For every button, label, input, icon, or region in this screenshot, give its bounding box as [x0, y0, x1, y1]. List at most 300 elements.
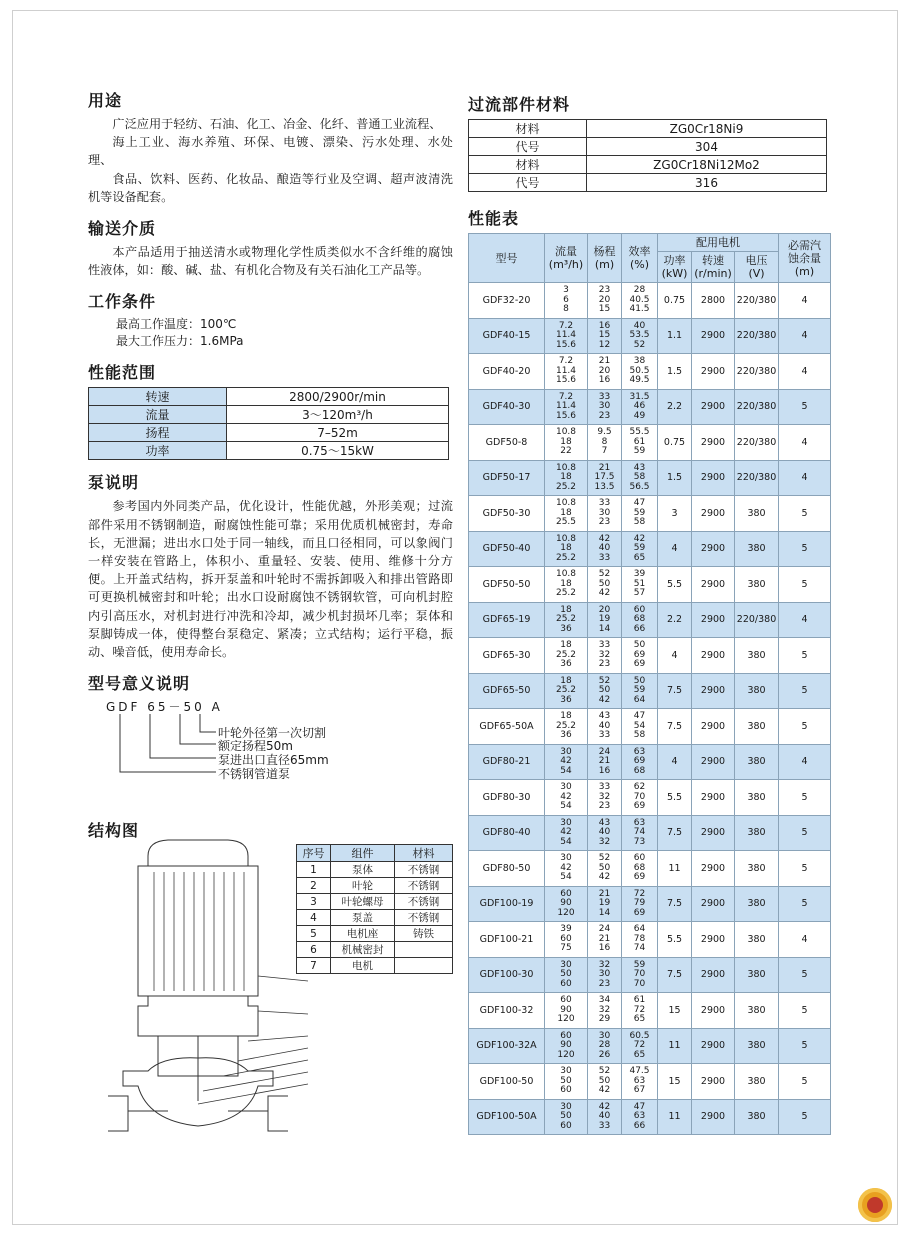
- structure-title: 结构图: [88, 821, 140, 841]
- cell-head: 43 40 32: [588, 815, 622, 851]
- part-name: 泵盖: [331, 910, 395, 926]
- cell-model: GDF50-30: [469, 496, 545, 532]
- cell-model: GDF80-30: [469, 780, 545, 816]
- cell-npsh: 4: [779, 318, 831, 354]
- cell-power: 2.2: [658, 389, 692, 425]
- col-power: 功率 (kW): [658, 252, 692, 283]
- col-flow: 流量 (m³/h): [545, 234, 588, 283]
- range-value: 0.75～15kW: [227, 442, 449, 460]
- cell-head: 52 50 42: [588, 851, 622, 887]
- cell-speed: 2900: [692, 531, 735, 567]
- table-row: [469, 138, 827, 156]
- col-npsh: 必需汽 蚀余量 (m): [779, 234, 831, 283]
- cell-head: 21 17.5 13.5: [588, 460, 622, 496]
- cell-npsh: 4: [779, 283, 831, 319]
- cell-model: GDF80-21: [469, 744, 545, 780]
- table-row: [469, 815, 831, 851]
- cell-eff: 55.5 61 59: [622, 425, 658, 461]
- material-value: ZG0Cr18Ni9: [587, 120, 827, 138]
- part-material: 不锈钢: [395, 862, 453, 878]
- cell-head: 24 21 16: [588, 922, 622, 958]
- cell-flow: 3 6 8: [545, 283, 588, 319]
- cell-npsh: 5: [779, 815, 831, 851]
- max-temp: 最高工作温度：100℃: [116, 317, 237, 332]
- table-row: [297, 958, 453, 974]
- cell-voltage: 380: [735, 957, 779, 993]
- table-row: [469, 780, 831, 816]
- model-code: GDF 65－50 A: [106, 700, 223, 715]
- description-title: 泵说明: [88, 473, 140, 493]
- table-row: [469, 425, 831, 461]
- cell-eff: 31.5 46 49: [622, 389, 658, 425]
- cell-flow: 18 25.2 36: [545, 602, 588, 638]
- usage-section: [88, 88, 453, 206]
- description-section: [88, 470, 453, 661]
- table-row: [297, 894, 453, 910]
- model-meaning-line: 泵进出口直径65mm: [218, 753, 329, 768]
- part-material: 不锈钢: [395, 910, 453, 926]
- range-key: 功率: [89, 442, 227, 460]
- part-name: 电机座: [331, 926, 395, 942]
- model-meaning-title: 型号意义说明: [88, 674, 191, 694]
- table-row: [469, 283, 831, 319]
- cell-flow: 18 25.2 36: [545, 638, 588, 674]
- cell-speed: 2900: [692, 815, 735, 851]
- range-table: [88, 387, 449, 460]
- cell-flow: 39 60 75: [545, 922, 588, 958]
- cell-head: 52 50 42: [588, 1064, 622, 1100]
- cell-voltage: 220/380: [735, 354, 779, 390]
- cell-speed: 2900: [692, 496, 735, 532]
- cell-flow: 10.8 18 25.5: [545, 496, 588, 532]
- cell-head: 24 21 16: [588, 744, 622, 780]
- usage-line-3: 食品、饮料、医药、化妆品、酿造等行业及空调、超声波清洗机等设备配套。: [88, 171, 453, 204]
- model-meaning-line: 额定扬程50m: [218, 739, 293, 754]
- cell-model: GDF40-30: [469, 389, 545, 425]
- cell-speed: 2900: [692, 460, 735, 496]
- brand-logo: [858, 1188, 892, 1222]
- cell-head: 52 50 42: [588, 567, 622, 603]
- cell-eff: 72 79 69: [622, 886, 658, 922]
- material-key: 材料: [469, 156, 587, 174]
- table-row: [469, 354, 831, 390]
- cell-power: 3: [658, 496, 692, 532]
- cell-npsh: 5: [779, 389, 831, 425]
- parts-table: [296, 844, 453, 974]
- cell-head: 52 50 42: [588, 673, 622, 709]
- cell-eff: 50 59 64: [622, 673, 658, 709]
- cell-npsh: 4: [779, 922, 831, 958]
- table-row: [469, 886, 831, 922]
- cell-model: GDF50-40: [469, 531, 545, 567]
- cell-model: GDF65-50A: [469, 709, 545, 745]
- cell-voltage: 220/380: [735, 389, 779, 425]
- col-motor: 配用电机: [658, 234, 779, 252]
- cell-model: GDF80-40: [469, 815, 545, 851]
- cell-flow: 60 90 120: [545, 993, 588, 1029]
- table-row: [469, 567, 831, 603]
- cell-head: 33 30 23: [588, 496, 622, 532]
- col-part: 组件: [331, 845, 395, 862]
- table-header-row: [469, 234, 831, 252]
- cell-speed: 2900: [692, 993, 735, 1029]
- cell-voltage: 380: [735, 815, 779, 851]
- cell-eff: 63 74 73: [622, 815, 658, 851]
- table-header-row: [297, 845, 453, 862]
- cell-head: 23 20 15: [588, 283, 622, 319]
- cell-npsh: 4: [779, 425, 831, 461]
- part-no: 2: [297, 878, 331, 894]
- table-row: [297, 878, 453, 894]
- cell-eff: 50 69 69: [622, 638, 658, 674]
- model-meaning-line: 不锈钢管道泵: [218, 767, 291, 782]
- table-row: [297, 942, 453, 958]
- cell-eff: 59 70 70: [622, 957, 658, 993]
- cell-npsh: 5: [779, 993, 831, 1029]
- description-text: 参考国内外同类产品，优化设计，性能优越，外形美观；过流部件采用不锈钢制造，耐腐蚀性能可靠；采用优质机械密封，寿命长，无泄漏；进出水口处于同一轴线，而且口径相同，可以象阀门一样安装在管路上，体积小、重量轻、安装、使用、维修十分方便。上开盖式结构，拆开泵盖和叶轮时不需拆卸吸入和排出管路即可更换机械密封和叶轮；出水口设耐腐蚀不锈钢软管，可向机封腔内引高压水，对机封进行冲洗和冷却，减少机封损坏几率；泵体和泵脚铸成一体，使得整台泵稳定、紧凑；立式结构；运行平稳，振动、噪音低，使用寿命长。: [88, 499, 453, 660]
- usage-title: 用途: [88, 91, 123, 110]
- material-key: 材料: [469, 120, 587, 138]
- cell-head: 16 15 12: [588, 318, 622, 354]
- table-row: [469, 156, 827, 174]
- cell-model: GDF100-32: [469, 993, 545, 1029]
- cell-flow: 30 42 54: [545, 780, 588, 816]
- cell-eff: 42 59 65: [622, 531, 658, 567]
- part-name: 电机: [331, 958, 395, 974]
- table-row: [469, 638, 831, 674]
- cell-power: 4: [658, 744, 692, 780]
- cell-head: 42 40 33: [588, 531, 622, 567]
- materials-title: 过流部件材料: [468, 95, 571, 114]
- cell-voltage: 220/380: [735, 318, 779, 354]
- cell-eff: 47 54 58: [622, 709, 658, 745]
- cell-voltage: 380: [735, 993, 779, 1029]
- cell-head: 33 32 23: [588, 638, 622, 674]
- cell-npsh: 5: [779, 780, 831, 816]
- table-row: [469, 174, 827, 192]
- cell-voltage: 380: [735, 922, 779, 958]
- cell-eff: 47 59 58: [622, 496, 658, 532]
- cell-npsh: 5: [779, 851, 831, 887]
- range-section: [88, 360, 453, 460]
- col-voltage: 电压 (V): [735, 252, 779, 283]
- cell-flow: 30 50 60: [545, 1099, 588, 1135]
- cell-speed: 2900: [692, 673, 735, 709]
- cell-speed: 2900: [692, 354, 735, 390]
- cell-power: 4: [658, 531, 692, 567]
- cell-speed: 2900: [692, 922, 735, 958]
- part-no: 7: [297, 958, 331, 974]
- cell-eff: 62 70 69: [622, 780, 658, 816]
- cell-model: GDF40-20: [469, 354, 545, 390]
- model-meaning-line: 叶轮外径第一次切割: [218, 726, 327, 741]
- cell-npsh: 4: [779, 460, 831, 496]
- table-row: [469, 993, 831, 1029]
- material-value: ZG0Cr18Ni12Mo2: [587, 156, 827, 174]
- cell-power: 1.5: [658, 460, 692, 496]
- cell-power: 5.5: [658, 780, 692, 816]
- cell-head: 43 40 33: [588, 709, 622, 745]
- cell-model: GDF40-15: [469, 318, 545, 354]
- part-no: 3: [297, 894, 331, 910]
- cell-speed: 2900: [692, 389, 735, 425]
- cell-head: 32 30 23: [588, 957, 622, 993]
- table-row: [89, 388, 449, 406]
- cell-model: GDF50-50: [469, 567, 545, 603]
- cell-eff: 63 69 68: [622, 744, 658, 780]
- cell-speed: 2900: [692, 780, 735, 816]
- cell-voltage: 220/380: [735, 602, 779, 638]
- cell-power: 1.1: [658, 318, 692, 354]
- cell-flow: 10.8 18 25.2: [545, 567, 588, 603]
- cell-flow: 30 42 54: [545, 851, 588, 887]
- cell-voltage: 380: [735, 1099, 779, 1135]
- part-no: 6: [297, 942, 331, 958]
- cell-voltage: 380: [735, 496, 779, 532]
- cell-speed: 2900: [692, 886, 735, 922]
- cell-voltage: 380: [735, 780, 779, 816]
- cell-eff: 38 50.5 49.5: [622, 354, 658, 390]
- table-row: [469, 744, 831, 780]
- cell-flow: 30 42 54: [545, 744, 588, 780]
- cell-model: GDF65-30: [469, 638, 545, 674]
- max-pressure: 最大工作压力：1.6MPa: [116, 334, 244, 349]
- cell-power: 0.75: [658, 425, 692, 461]
- cell-voltage: 220/380: [735, 425, 779, 461]
- part-name: 泵体: [331, 862, 395, 878]
- cell-eff: 47 63 66: [622, 1099, 658, 1135]
- material-value: 304: [587, 138, 827, 156]
- cell-power: 7.5: [658, 673, 692, 709]
- part-name: 叶轮螺母: [331, 894, 395, 910]
- cell-flow: 30 50 60: [545, 957, 588, 993]
- cell-power: 7.5: [658, 886, 692, 922]
- cell-voltage: 380: [735, 673, 779, 709]
- cell-model: GDF100-50: [469, 1064, 545, 1100]
- cell-voltage: 380: [735, 1028, 779, 1064]
- usage-line-1: 广泛应用于轻纺、石油、化工、冶金、化纤、普通工业流程、: [112, 117, 442, 131]
- medium-text: 本产品适用于抽送清水或物理化学性质类似水不含纤维的腐蚀性液体，如：酸、碱、盐、有机化合物及有关石油化工产品等。: [88, 245, 453, 278]
- cell-speed: 2900: [692, 709, 735, 745]
- cell-power: 0.75: [658, 283, 692, 319]
- range-value: 3～120m³/h: [227, 406, 449, 424]
- range-key: 转速: [89, 388, 227, 406]
- cell-flow: 60 90 120: [545, 886, 588, 922]
- cell-power: 11: [658, 1099, 692, 1135]
- cell-npsh: 5: [779, 567, 831, 603]
- cell-flow: 7.2 11.4 15.6: [545, 354, 588, 390]
- cell-eff: 40 53.5 52: [622, 318, 658, 354]
- cell-power: 7.5: [658, 709, 692, 745]
- cell-eff: 39 51 57: [622, 567, 658, 603]
- performance-table: [468, 233, 831, 1135]
- part-name: 叶轮: [331, 878, 395, 894]
- cell-voltage: 380: [735, 1064, 779, 1100]
- structure-section: [88, 818, 453, 1148]
- table-row: [469, 709, 831, 745]
- materials-table: [468, 119, 827, 192]
- part-no: 4: [297, 910, 331, 926]
- cell-speed: 2900: [692, 1064, 735, 1100]
- left-column: [88, 88, 453, 1148]
- cell-power: 15: [658, 1064, 692, 1100]
- cell-flow: 7.2 11.4 15.6: [545, 318, 588, 354]
- material-key: 代号: [469, 138, 587, 156]
- cell-flow: 10.8 18 25.2: [545, 460, 588, 496]
- cell-head: 42 40 33: [588, 1099, 622, 1135]
- cell-head: 33 30 23: [588, 389, 622, 425]
- table-row: [469, 1028, 831, 1064]
- cell-head: 33 32 23: [588, 780, 622, 816]
- material-value: 316: [587, 174, 827, 192]
- cell-npsh: 5: [779, 531, 831, 567]
- cell-model: GDF100-19: [469, 886, 545, 922]
- cell-flow: 18 25.2 36: [545, 709, 588, 745]
- model-bracket-lines: [88, 698, 228, 808]
- cell-speed: 2900: [692, 1028, 735, 1064]
- cell-flow: 10.8 18 22: [545, 425, 588, 461]
- cell-flow: 18 25.2 36: [545, 673, 588, 709]
- performance-title: 性能表: [468, 209, 520, 228]
- cell-model: GDF80-50: [469, 851, 545, 887]
- cell-voltage: 380: [735, 567, 779, 603]
- cell-model: GDF50-8: [469, 425, 545, 461]
- range-value: 2800/2900r/min: [227, 388, 449, 406]
- cell-voltage: 220/380: [735, 460, 779, 496]
- right-column: [468, 92, 830, 1135]
- range-value: 7–52m: [227, 424, 449, 442]
- table-row: [469, 1099, 831, 1135]
- cell-npsh: 5: [779, 957, 831, 993]
- cell-speed: 2900: [692, 318, 735, 354]
- cell-model: GDF50-17: [469, 460, 545, 496]
- table-row: [469, 496, 831, 532]
- cell-voltage: 380: [735, 531, 779, 567]
- cell-speed: 2900: [692, 638, 735, 674]
- usage-line-2: 海上工业、海水养殖、环保、电镀、漂染、污水处理、水处理、: [88, 135, 453, 168]
- cell-npsh: 5: [779, 1028, 831, 1064]
- cell-head: 34 32 29: [588, 993, 622, 1029]
- table-row: [469, 851, 831, 887]
- cell-flow: 60 90 120: [545, 1028, 588, 1064]
- cell-power: 2.2: [658, 602, 692, 638]
- col-no: 序号: [297, 845, 331, 862]
- cell-model: GDF65-50: [469, 673, 545, 709]
- table-row: [469, 389, 831, 425]
- cell-flow: 30 42 54: [545, 815, 588, 851]
- cell-head: 9.5 8 7: [588, 425, 622, 461]
- table-row: [469, 460, 831, 496]
- cell-voltage: 380: [735, 709, 779, 745]
- col-material: 材料: [395, 845, 453, 862]
- cell-eff: 61 72 65: [622, 993, 658, 1029]
- cell-npsh: 5: [779, 886, 831, 922]
- table-row: [469, 1064, 831, 1100]
- cell-speed: 2900: [692, 957, 735, 993]
- part-no: 5: [297, 926, 331, 942]
- table-row: [469, 673, 831, 709]
- cell-voltage: 220/380: [735, 283, 779, 319]
- range-title: 性能范围: [88, 363, 157, 383]
- cell-power: 5.5: [658, 922, 692, 958]
- medium-title: 输送介质: [88, 219, 157, 239]
- cell-head: 21 19 14: [588, 886, 622, 922]
- cell-model: GDF32-20: [469, 283, 545, 319]
- range-key: 流量: [89, 406, 227, 424]
- cell-power: 1.5: [658, 354, 692, 390]
- cell-npsh: 5: [779, 709, 831, 745]
- material-key: 代号: [469, 174, 587, 192]
- part-material: 铸铁: [395, 926, 453, 942]
- model-code-diagram: [88, 698, 453, 808]
- cell-head: 21 20 16: [588, 354, 622, 390]
- col-speed: 转速 (r/min): [692, 252, 735, 283]
- cell-npsh: 4: [779, 354, 831, 390]
- table-row: [297, 926, 453, 942]
- cell-flow: 10.8 18 25.2: [545, 531, 588, 567]
- cell-npsh: 5: [779, 673, 831, 709]
- table-row: [469, 531, 831, 567]
- medium-section: [88, 216, 453, 279]
- cell-voltage: 380: [735, 851, 779, 887]
- cell-flow: 7.2 11.4 15.6: [545, 389, 588, 425]
- cell-npsh: 5: [779, 496, 831, 532]
- cell-npsh: 4: [779, 602, 831, 638]
- cell-eff: 60.5 72 65: [622, 1028, 658, 1064]
- col-head: 杨程 (m): [588, 234, 622, 283]
- cell-npsh: 5: [779, 638, 831, 674]
- cell-speed: 2900: [692, 567, 735, 603]
- part-material: [395, 958, 453, 974]
- part-material: 不锈钢: [395, 878, 453, 894]
- cell-flow: 30 50 60: [545, 1064, 588, 1100]
- cell-eff: 47.5 63 67: [622, 1064, 658, 1100]
- cell-power: 5.5: [658, 567, 692, 603]
- table-row: [89, 406, 449, 424]
- cell-voltage: 380: [735, 744, 779, 780]
- cell-eff: 60 68 66: [622, 602, 658, 638]
- table-row: [297, 910, 453, 926]
- cell-head: 30 28 26: [588, 1028, 622, 1064]
- conditions-title: 工作条件: [88, 292, 157, 312]
- part-name: 机械密封: [331, 942, 395, 958]
- range-key: 扬程: [89, 424, 227, 442]
- cell-eff: 28 40.5 41.5: [622, 283, 658, 319]
- cell-npsh: 4: [779, 744, 831, 780]
- cell-model: GDF100-30: [469, 957, 545, 993]
- cell-voltage: 380: [735, 638, 779, 674]
- cell-speed: 2900: [692, 851, 735, 887]
- cell-head: 20 19 14: [588, 602, 622, 638]
- cell-power: 7.5: [658, 815, 692, 851]
- table-row: [469, 120, 827, 138]
- model-meaning-section: [88, 671, 453, 808]
- cell-power: 7.5: [658, 957, 692, 993]
- part-no: 1: [297, 862, 331, 878]
- table-row: [469, 957, 831, 993]
- cell-speed: 2800: [692, 283, 735, 319]
- cell-power: 11: [658, 851, 692, 887]
- cell-power: 4: [658, 638, 692, 674]
- part-material: [395, 942, 453, 958]
- cell-model: GDF100-32A: [469, 1028, 545, 1064]
- table-row: [89, 442, 449, 460]
- table-row: [469, 602, 831, 638]
- table-row: [89, 424, 449, 442]
- cell-npsh: 5: [779, 1099, 831, 1135]
- col-efficiency: 效率 (%): [622, 234, 658, 283]
- cell-speed: 2900: [692, 425, 735, 461]
